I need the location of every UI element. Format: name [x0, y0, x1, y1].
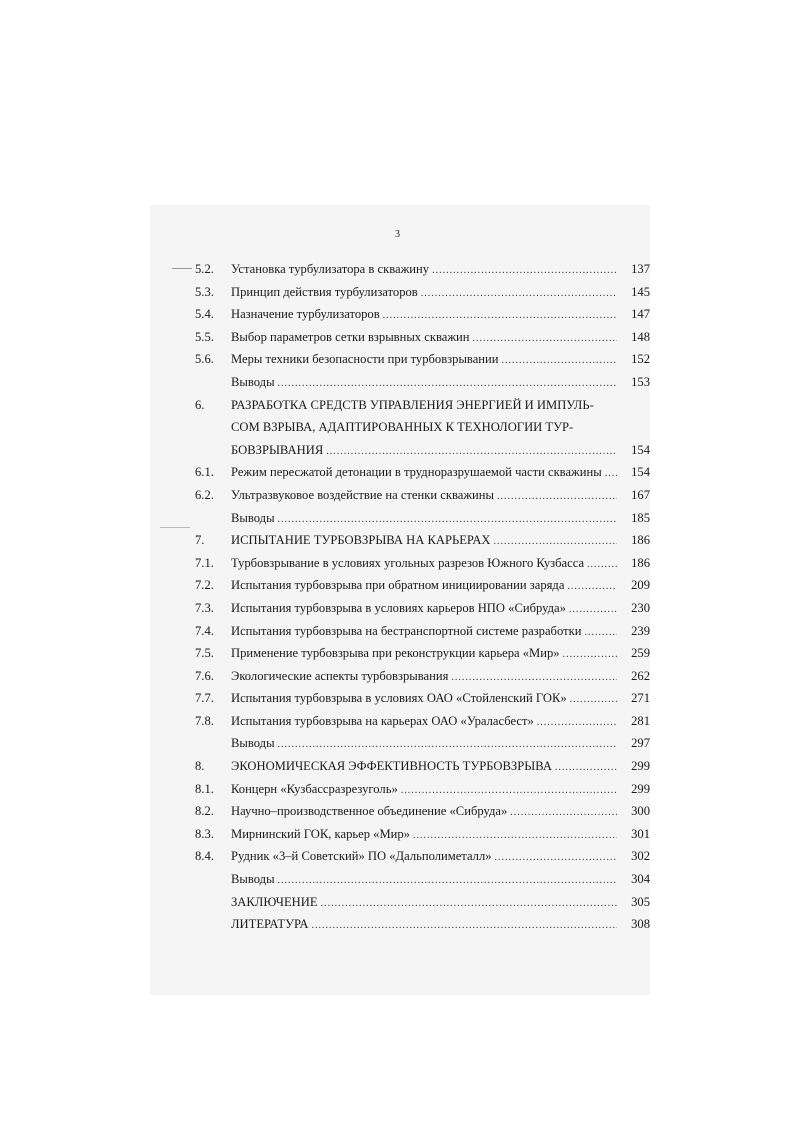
toc-entry-title: Турбовзрывание в условиях угольных разрезов Южного Кузбасса [231, 555, 585, 570]
toc-entry-page: 154 [631, 442, 650, 457]
toc-entry [195, 281, 650, 304]
toc-entry-line [231, 326, 650, 351]
toc-entry-page: 299 [631, 759, 650, 774]
toc-entry-title-line: РАЗРАБОТКА СРЕДСТВ УПРАВЛЕНИЯ ЭНЕРГИЕЙ И ИМПУЛЬ- [231, 397, 594, 412]
dot-leader [413, 825, 617, 848]
dot-leader [432, 260, 617, 283]
toc-entry-number: 5.2. [195, 262, 214, 276]
toc-entry-page: 239 [631, 623, 650, 638]
toc-entry-page: 299 [631, 781, 650, 796]
table-of-contents [195, 258, 650, 936]
toc-entry-title: Меры техники безопасности при турбовзрывании [231, 352, 499, 367]
toc-entry-number: 6.2. [195, 487, 214, 502]
dot-leader [555, 757, 617, 780]
toc-entry-page: 308 [631, 917, 650, 932]
dot-leader [587, 554, 617, 577]
toc-entry-line [231, 868, 650, 893]
toc-entry-line [231, 552, 650, 577]
dot-leader [278, 509, 617, 532]
toc-entry-number: 5.4. [195, 307, 214, 322]
toc-entry-number: 8.2. [195, 804, 214, 819]
toc-entry-page: 297 [631, 736, 650, 751]
toc-entry-title: Испытания турбовзрыва на бестранспортной системе разработки [231, 623, 582, 638]
toc-entry [195, 642, 650, 665]
dot-leader [537, 712, 617, 735]
dot-leader [563, 644, 617, 667]
toc-entry [195, 439, 650, 462]
toc-entry-number: 7.3. [195, 600, 214, 615]
toc-entry [195, 778, 650, 801]
toc-entry-number: 8.3. [195, 826, 214, 841]
toc-entry-number: 6. [195, 397, 205, 412]
dot-leader [570, 689, 617, 712]
toc-entry-continuation [195, 416, 650, 439]
toc-entry-page: 302 [631, 849, 650, 864]
toc-entry [195, 597, 650, 620]
toc-entry-line [231, 461, 650, 486]
toc-entry-page: 304 [631, 872, 650, 887]
dot-leader [451, 667, 617, 690]
dot-leader [510, 802, 617, 825]
toc-entry-number: 8. [195, 759, 205, 774]
toc-entry-line [231, 665, 650, 690]
toc-entry [195, 687, 650, 710]
toc-entry-title: Концерн «Кузбассразрезуголь» [231, 781, 398, 796]
dot-leader [278, 870, 617, 893]
toc-entry-number: 5.3. [195, 284, 214, 299]
page-number: 3 [395, 229, 400, 240]
toc-entry-title: Рудник «3–й Советский» ПО «Дальполиметалл» [231, 849, 492, 864]
toc-entry-title: Мирнинский ГОК, карьер «Мир» [231, 826, 410, 841]
toc-entry [195, 348, 650, 371]
dot-leader [497, 486, 617, 509]
toc-entry-title-line: СОМ ВЗРЫВА, АДАПТИРОВАННЫХ К ТЕХНОЛОГИИ ТУР- [231, 420, 574, 435]
toc-entry-line [231, 778, 650, 803]
dot-leader [584, 622, 617, 645]
toc-entry-title: Научно–производственное объединение «Сибруда» [231, 804, 508, 819]
toc-entry-title: Выводы [231, 872, 275, 887]
toc-entry-line [231, 891, 650, 916]
toc-entry-line [231, 755, 650, 780]
toc-entry-title: ЛИТЕРАТУРА [231, 917, 309, 932]
toc-entry-page: 259 [631, 646, 650, 661]
toc-entry-line [231, 823, 650, 848]
toc-entry-number: 7.5. [195, 646, 214, 661]
dot-leader [421, 283, 617, 306]
toc-entry-line [231, 642, 650, 667]
dot-leader [567, 576, 617, 599]
toc-entry-title: Испытания турбовзрыва на карьерах ОАО «Ураласбест» [231, 713, 534, 728]
toc-entry-page: 230 [631, 600, 650, 615]
dot-leader [569, 599, 617, 622]
toc-entry-line [231, 913, 650, 938]
toc-entry-number: 7.6. [195, 668, 214, 683]
toc-entry-line [231, 845, 650, 870]
toc-entry [195, 371, 650, 394]
toc-entry-title: Испытания турбовзрыва в условиях ОАО «Стойленский ГОК» [231, 691, 567, 706]
dot-leader [401, 780, 617, 803]
toc-entry-number: 6.1. [195, 465, 214, 480]
toc-entry-title: Выводы [231, 374, 275, 389]
toc-entry-line [231, 348, 650, 373]
toc-entry-line [231, 710, 650, 735]
toc-entry-line [231, 800, 650, 825]
toc-entry-line [231, 439, 650, 464]
toc-entry-line [231, 574, 650, 599]
toc-entry-title: Испытания турбовзрыва в условиях карьеров НПО «Сибруда» [231, 600, 566, 615]
toc-entry-line [231, 529, 650, 554]
toc-entry-page: 153 [631, 374, 650, 389]
toc-entry-line [231, 371, 650, 396]
toc-entry-number: 5.6. [195, 352, 214, 367]
toc-entry-number: 7.7. [195, 691, 214, 706]
toc-entry [195, 665, 650, 688]
toc-entry-page: 154 [631, 465, 650, 480]
toc-entry-number: 8.4. [195, 849, 214, 864]
dot-leader [495, 847, 617, 870]
toc-entry-page: 209 [631, 578, 650, 593]
toc-entry-title: Выводы [231, 510, 275, 525]
toc-entry [195, 755, 650, 778]
dot-leader [383, 305, 617, 328]
toc-entry-page: 301 [631, 826, 650, 841]
toc-entry-page: 281 [631, 713, 650, 728]
toc-entry [195, 507, 650, 530]
toc-entry-line [231, 687, 650, 712]
dot-leader [278, 373, 617, 396]
toc-entry-number: 7.2. [195, 578, 214, 593]
toc-entry-line [231, 281, 650, 306]
toc-entry-line [231, 303, 650, 328]
toc-entry-page: 186 [631, 555, 650, 570]
dot-leader [605, 463, 617, 486]
toc-entry-title: Применение турбовзрыва при реконструкции карьера «Мир» [231, 646, 560, 661]
toc-entry-line [231, 258, 650, 283]
toc-entry-page: 271 [631, 691, 650, 706]
toc-entry-page: 186 [631, 533, 650, 548]
toc-entry [195, 620, 650, 643]
toc-entry [195, 913, 650, 936]
toc-entry [195, 303, 650, 326]
dot-leader [312, 915, 618, 938]
dot-leader [494, 531, 617, 554]
toc-entry-title: ЗАКЛЮЧЕНИЕ [231, 894, 318, 909]
toc-entry-page: 185 [631, 510, 650, 525]
scan-artifact-mark [160, 527, 190, 528]
toc-entry-line [231, 732, 650, 757]
toc-entry-title: Установка турбулизатора в скважину [231, 262, 430, 276]
toc-entry-line [231, 484, 650, 509]
dot-leader [502, 350, 617, 373]
toc-entry-title: Экологические аспекты турбовзрывания [231, 668, 449, 683]
toc-entry-title: БОВЗРЫВАНИЯ [231, 442, 324, 457]
toc-entry-title: Ультразвуковое воздействие на стенки скважины [231, 487, 494, 502]
dot-leader [473, 328, 617, 351]
toc-entry [195, 461, 650, 484]
dot-leader [321, 893, 617, 916]
toc-entry-page: 305 [631, 894, 650, 909]
toc-entry-title: Принцип действия турбулизаторов [231, 284, 418, 299]
toc-entry [195, 823, 650, 846]
toc-entry [195, 891, 650, 914]
toc-entry-line [231, 597, 650, 622]
toc-entry-title: Назначение турбулизаторов [231, 307, 380, 322]
toc-entry-page: 148 [631, 329, 650, 344]
dot-leader [326, 441, 617, 464]
toc-entry [195, 529, 650, 552]
toc-entry [195, 326, 650, 349]
toc-entry [195, 800, 650, 823]
toc-entry [195, 710, 650, 733]
toc-entry-number: 8.1. [195, 781, 214, 796]
toc-entry [195, 258, 650, 281]
toc-entry-title: Режим пересжатой детонации в трудноразрушаемой части скважины [231, 465, 602, 480]
toc-entry-page: 145 [631, 284, 650, 299]
toc-entry-title: Испытания турбовзрыва при обратном инициировании заряда [231, 578, 565, 593]
toc-entry [195, 484, 650, 507]
toc-entry-page: 152 [631, 352, 650, 367]
toc-entry-page: 300 [631, 804, 650, 819]
toc-entry-title: ИСПЫТАНИЕ ТУРБОВЗРЫВА НА КАРЬЕРАХ [231, 533, 491, 548]
toc-entry-number: 7.4. [195, 623, 214, 638]
toc-entry-number: 7.1. [195, 555, 214, 570]
toc-entry-number: 7.8. [195, 713, 214, 728]
toc-entry [195, 552, 650, 575]
toc-entry-number: 5.5. [195, 329, 214, 344]
toc-entry-continuation [195, 394, 650, 417]
toc-entry-page: 167 [631, 487, 650, 502]
toc-entry-title: ЭКОНОМИЧЕСКАЯ ЭФФЕКТИВНОСТЬ ТУРБОВЗРЫВА [231, 759, 552, 774]
toc-entry-line [231, 507, 650, 532]
toc-entry [195, 732, 650, 755]
toc-entry [195, 868, 650, 891]
toc-entry-title: Выводы [231, 736, 275, 751]
scan-artifact-mark [172, 268, 192, 269]
toc-entry-page: 262 [631, 668, 650, 683]
dot-leader [278, 734, 617, 757]
toc-entry [195, 845, 650, 868]
toc-entry-line [231, 620, 650, 645]
toc-entry-page: 137 [631, 262, 650, 276]
toc-entry-page: 147 [631, 307, 650, 322]
toc-entry-title: Выбор параметров сетки взрывных скважин [231, 329, 470, 344]
toc-entry [195, 574, 650, 597]
toc-entry-number: 7. [195, 533, 205, 548]
